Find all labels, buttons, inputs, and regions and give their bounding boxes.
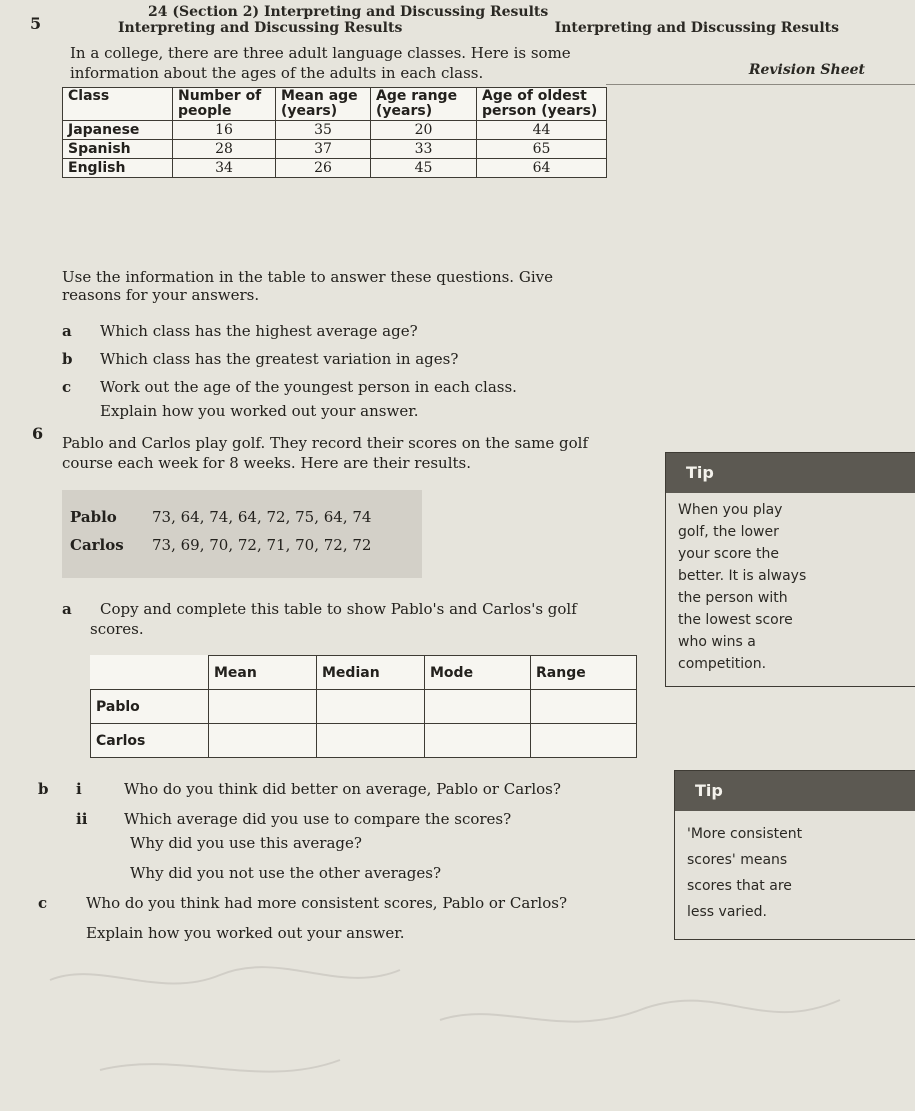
q5-part-c-text2: Explain how you worked out your answer. <box>100 402 419 420</box>
pablo-median-cell <box>317 690 425 724</box>
cell-class: Japanese <box>63 121 173 140</box>
header-mean: Mean <box>209 656 317 690</box>
header-divider <box>606 84 915 85</box>
q6-part-c-line1: Who do you think had more consistent scores, Pablo or Carlos? <box>86 894 568 912</box>
pablo-mean-cell <box>209 690 317 724</box>
q6-part-c <box>38 892 567 914</box>
header-mean-age: Mean age (years) <box>276 88 371 121</box>
q6-part-b-ii-label: ii <box>76 810 88 828</box>
q6-part-a-label: a <box>62 600 72 618</box>
tip-line: When you play <box>678 502 783 518</box>
question-6-number: 6 <box>32 424 44 443</box>
header-median: Median <box>317 656 425 690</box>
cell-range: 33 <box>371 140 477 159</box>
table-header-row <box>91 656 637 690</box>
cell-class: English <box>63 159 173 178</box>
score-name: Carlos <box>70 536 124 554</box>
q5-instruction-line1: Use the information in the table to answer these questions. Give <box>62 268 553 286</box>
golf-summary-table <box>90 655 637 758</box>
tip-line: who wins a <box>678 634 756 650</box>
cell-class: Spanish <box>63 140 173 159</box>
cell-mean: 37 <box>276 140 371 159</box>
pablo-range-cell <box>531 690 637 724</box>
cell-number: 16 <box>173 121 276 140</box>
q6-part-b-ii-line1: Which average did you use to compare the scores? <box>124 810 512 828</box>
q5-part-a-text: Which class has the highest average age? <box>100 322 418 340</box>
q5-part-b-text: Which class has the greatest variation in ages? <box>100 350 459 368</box>
q6-part-b-label: b <box>38 780 49 798</box>
cell-range: 20 <box>371 121 477 140</box>
tip-line: less varied. <box>687 904 768 920</box>
table-row <box>63 159 607 178</box>
cell-oldest: 65 <box>477 140 607 159</box>
q5-instruction-line2: reasons for your answers. <box>62 286 260 304</box>
q6-part-b-ii-line3: Why did you not use the other averages? <box>130 864 442 882</box>
header-right-title: Interpreting and Discussing Results <box>554 20 839 36</box>
header-range: Range <box>531 656 637 690</box>
score-values: 73, 64, 74, 64, 72, 75, 64, 74 <box>152 508 372 526</box>
header-class: Class <box>63 88 173 121</box>
q6-part-b-i-text: Who do you think did better on average, Pablo or Carlos? <box>124 780 561 798</box>
cell-oldest: 64 <box>477 159 607 178</box>
language-classes-table <box>62 87 607 178</box>
q6-part-b-i-label: i <box>76 780 82 798</box>
question-5-number: 5 <box>30 14 42 33</box>
cell-mean: 35 <box>276 121 371 140</box>
q6-intro-line1: Pablo and Carlos play golf. They record their scores on the same golf <box>62 434 589 452</box>
tip-line: 'More consistent <box>687 826 803 842</box>
q5-part-a <box>62 320 418 342</box>
tip-label: Tip <box>695 781 723 800</box>
header-age-oldest: Age of oldest person (years) <box>477 88 607 121</box>
cell-number: 34 <box>173 159 276 178</box>
carlos-mean-cell <box>209 724 317 758</box>
bleed-through-texture <box>40 940 880 1110</box>
q5-intro-line2: information about the ages of the adults in each class. <box>70 64 484 82</box>
q6-part-a <box>62 598 577 620</box>
q6-part-a-line1: Copy and complete this table to show Pablo's and Carlos's golf <box>100 600 577 618</box>
tip-label: Tip <box>686 463 714 482</box>
tip-line: your score the <box>678 546 779 562</box>
cell-oldest: 44 <box>477 121 607 140</box>
cell-mean: 26 <box>276 159 371 178</box>
table-header-row <box>63 88 607 121</box>
q5-part-a-label: a <box>62 322 72 340</box>
tip-line: scores' means <box>687 852 788 868</box>
q6-part-b-ii <box>76 808 511 830</box>
q6-intro-line2: course each week for 8 weeks. Here are their results. <box>62 454 471 472</box>
q5-part-c-label: c <box>62 378 72 396</box>
tip-line: scores that are <box>687 878 792 894</box>
tip-line: the lowest score <box>678 612 793 628</box>
carlos-range-cell <box>531 724 637 758</box>
row-label-pablo: Pablo <box>91 690 209 724</box>
table-row <box>91 724 637 758</box>
pablo-mode-cell <box>425 690 531 724</box>
table-row <box>63 140 607 159</box>
corner-cell <box>91 656 209 690</box>
header-section-title: 24 (Section 2) Interpreting and Discussing Results <box>148 4 549 20</box>
tip-line: competition. <box>678 656 767 672</box>
score-name: Pablo <box>70 508 117 526</box>
q5-intro-line1: In a college, there are three adult language classes. Here is some <box>70 44 571 62</box>
cell-range: 45 <box>371 159 477 178</box>
cell-number: 28 <box>173 140 276 159</box>
tip-box-golf <box>665 452 915 687</box>
row-label-carlos: Carlos <box>91 724 209 758</box>
table-row <box>91 690 637 724</box>
header-age-range: Age range (years) <box>371 88 477 121</box>
revision-sheet-label: Revision Sheet <box>748 62 865 78</box>
header-mode: Mode <box>425 656 531 690</box>
carlos-mode-cell <box>425 724 531 758</box>
table-row <box>63 121 607 140</box>
scores-row-carlos <box>70 536 371 554</box>
q5-part-c <box>62 376 517 398</box>
tip-line: the person with <box>678 590 788 606</box>
tip-line: better. It is always <box>678 568 807 584</box>
golf-scores-box <box>62 490 422 578</box>
header-subtitle: Interpreting and Discussing Results <box>118 20 403 36</box>
tip-line: golf, the lower <box>678 524 779 540</box>
q6-part-a-line2: scores. <box>90 620 144 638</box>
q5-part-c-text: Work out the age of the youngest person in each class. <box>100 378 517 396</box>
tip-box-consistency <box>674 770 915 940</box>
carlos-median-cell <box>317 724 425 758</box>
q5-part-b <box>62 348 458 370</box>
q6-part-b-ii-line2: Why did you use this average? <box>130 834 362 852</box>
score-values: 73, 69, 70, 72, 71, 70, 72, 72 <box>152 536 372 554</box>
q6-part-c-line2: Explain how you worked out your answer. <box>86 924 405 942</box>
scores-row-pablo <box>70 508 371 526</box>
header-number-of-people: Number of people <box>173 88 276 121</box>
q5-part-b-label: b <box>62 350 73 368</box>
q6-part-b <box>38 778 561 800</box>
q6-part-c-label: c <box>38 894 48 912</box>
